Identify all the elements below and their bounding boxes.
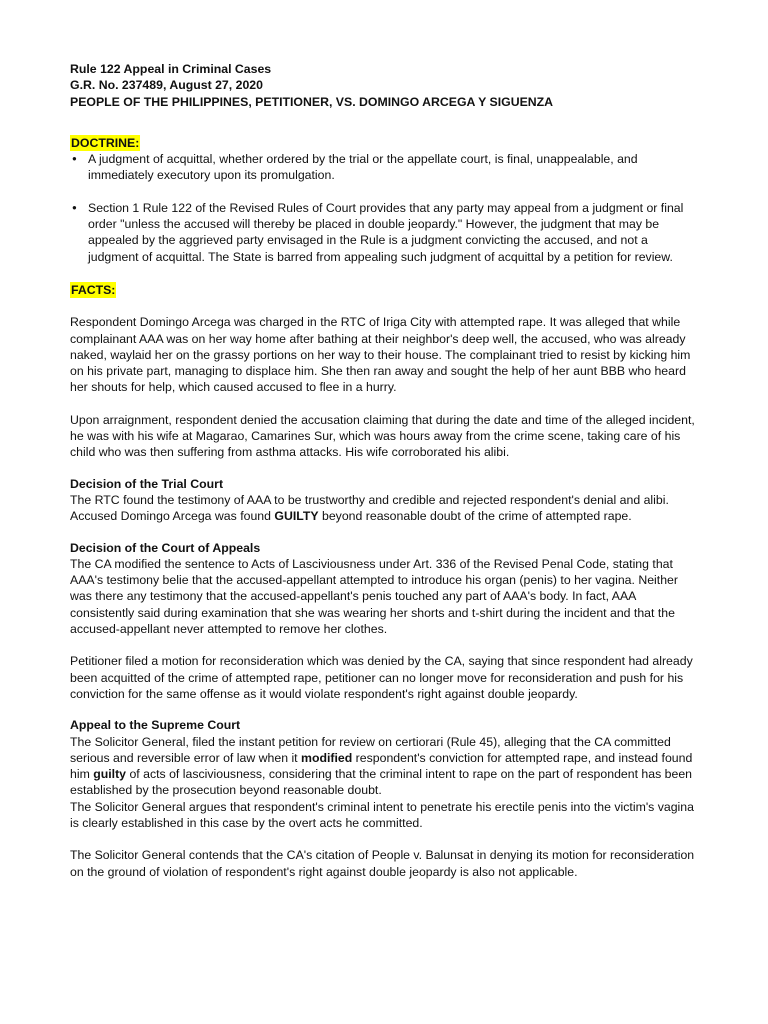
supreme-court-section: [70, 717, 700, 880]
case-rule-title: Rule 122 Appeal in Criminal Cases: [70, 62, 272, 76]
case-number: G.R. No. 237489, August 27, 2020: [70, 78, 263, 93]
trial-court-heading: Decision of the Trial Court: [70, 476, 224, 491]
sc-text: of acts of lasciviousness, considering that the criminal intent to rape on the part of respondent has been established by the prosecution beyond reasonable doubt.: [70, 767, 693, 798]
supreme-court-paragraph: The Solicitor General argues that respondent's criminal intent to penetrate his erectile penis into the victim's vagina is clearly established in this case by the overt acts he committed.: [70, 799, 694, 830]
trial-text: beyond reasonable doubt of the crime of attempted rape.: [318, 509, 632, 524]
supreme-court-paragraph: [70, 734, 700, 799]
facts-section: [70, 282, 700, 461]
court-of-appeals-paragraph: The CA modified the sentence to Acts of Lasciviousness under Art. 336 of the Revised Penal Code, stating that AAA's testimony belie that the accused-appellant attempted to introduce his organ (penis) to her vagina. Neither was there any testimony that the accused-appellant's penis touched any part of AAA's body. In fact, AAA consistently said during examination that she was wearing her shorts and t-shirt during the incident and that the accused-appellant never attempted to remove her clothes.: [70, 556, 678, 637]
doctrine-item: ● A judgment of acquittal, whether ordered by the trial or the appellate court, is final, unappealable, and immediately executory upon its promulgation.: [70, 151, 700, 184]
guilty-emphasis: guilty: [93, 767, 127, 782]
sc-text: respondent's conviction for attempted rape, and instead found him: [70, 750, 693, 782]
facts-label: FACTS:: [71, 282, 116, 297]
doctrine-item: ● Section 1 Rule 122 of the Revised Rules of Court provides that any party may appeal from a judgment or final order "unless the accused will thereby be placed in double jeopardy." However, the judgment that may be appealed by the aggrieved party envisaged in the Rule is a judgment convicting the accused, and not a judgment of acquittal. The State is barred from appealing such judgment of acquittal by a petition for review.: [70, 200, 700, 265]
court-of-appeals-section: [70, 540, 700, 703]
doctrine-label: DOCTRINE:: [71, 135, 140, 150]
facts-paragraph: Respondent Domingo Arcega was charged in the RTC of Iriga City with attempted rape. It was alleged that while complainant AAA was on her way home after bathing at their neighbor's deep well, the accused, who was already naked, waylaid her on the grassy portions on her way to their house. The complainant tried to resist by kicking him on his private part, managing to displace him. She then ran away and sought the help of her aunt BBB who heard her shouts for help, which caused accused to flee in a hurry.: [70, 315, 691, 395]
facts-paragraph: Upon arraignment, respondent denied the accusation claiming that during the date and time of the alleged incident, he was with his wife at Magarao, Camarines Sur, which was hours away from the crime scene, taking care of his child who was then suffering from asthma attacks. His wife corroborated his alibi.: [70, 412, 695, 460]
doctrine-list: [70, 151, 700, 265]
modified-emphasis: modified: [301, 750, 353, 765]
court-of-appeals-paragraph: Petitioner filed a motion for reconsideration which was denied by the CA, saying that since respondent had already been acquitted of the crime of attempted rape, petitioner can no longer move for reconsideration and push for his conviction for the same offense as it would violate respondent's right against double jeopardy.: [70, 654, 693, 701]
supreme-court-paragraph: The Solicitor General contends that the CA's citation of People v. Balunsat in denying its motion for reconsideration on the ground of violation of respondent's right against double jeopardy is also not applicable.: [70, 848, 695, 879]
document-body: [70, 61, 700, 880]
trial-court-paragraph: [70, 492, 700, 525]
doctrine-section: [70, 135, 700, 265]
guilty-emphasis: GUILTY: [274, 509, 319, 524]
case-parties: PEOPLE OF THE PHILIPPINES, PETITIONER, VS. DOMINGO ARCEGA Y SIGUENZA: [70, 94, 554, 109]
court-of-appeals-heading: Decision of the Court of Appeals: [70, 540, 261, 555]
sc-text: The Solicitor General, filed the instant petition for review on certiorari (Rule 45), alleging that the CA committed serious and reversible error of law when it: [70, 734, 671, 765]
trial-text: The RTC found the testimony of AAA to be trustworthy and credible and rejected respondent's denial and alibi. Accused Domingo Arcega was found: [70, 492, 669, 524]
trial-court-section: [70, 476, 700, 525]
supreme-court-heading: Appeal to the Supreme Court: [70, 718, 241, 733]
